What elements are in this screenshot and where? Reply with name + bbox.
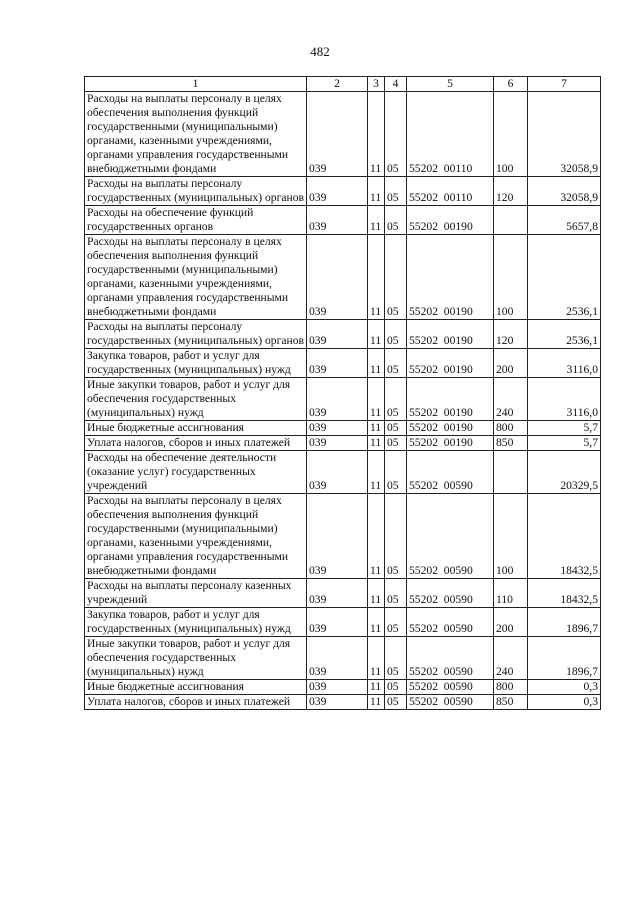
row-subsection: 05 xyxy=(385,378,407,421)
row-section: 11 xyxy=(368,608,385,637)
row-grbs-code: 039 xyxy=(307,680,368,695)
row-section: 11 xyxy=(368,421,385,436)
row-description: Иные бюджетные ассигнования xyxy=(85,421,307,436)
row-grbs-code: 039 xyxy=(307,608,368,637)
row-subsection: 05 xyxy=(385,494,407,579)
row-grbs-code: 039 xyxy=(307,92,368,177)
row-grbs-code: 039 xyxy=(307,378,368,421)
budget-table xyxy=(84,76,601,710)
row-description: Расходы на выплаты персоналу в целях обеспечения выполнения функций государственными (муниципальными) органами, казенными учреждениями, органами управления государственными внебюджетными фондами xyxy=(85,92,307,177)
row-expense-type: 240 xyxy=(494,637,528,680)
row-target-article: 55202 00590 xyxy=(407,451,494,494)
row-subsection: 05 xyxy=(385,421,407,436)
row-expense-type: 850 xyxy=(494,436,528,451)
header-cell: 1 xyxy=(85,77,307,92)
row-subsection: 05 xyxy=(385,451,407,494)
row-subsection: 05 xyxy=(385,320,407,349)
row-amount: 3116,0 xyxy=(528,378,601,421)
row-target-article: 55202 00190 xyxy=(407,206,494,235)
row-grbs-code: 039 xyxy=(307,206,368,235)
row-description: Расходы на выплаты персоналу в целях обеспечения выполнения функций государственными (муниципальными) органами, казенными учреждениями, органами управления государственными внебюджетными фондами xyxy=(85,494,307,579)
row-grbs-code: 039 xyxy=(307,320,368,349)
table-row xyxy=(85,494,601,579)
header-cell: 7 xyxy=(528,77,601,92)
row-subsection: 05 xyxy=(385,695,407,710)
table-row xyxy=(85,349,601,378)
row-grbs-code: 039 xyxy=(307,177,368,206)
row-description: Расходы на выплаты персоналу государственных (муниципальных) органов xyxy=(85,320,307,349)
row-section: 11 xyxy=(368,494,385,579)
row-expense-type xyxy=(494,451,528,494)
table-row xyxy=(85,421,601,436)
row-amount: 2536,1 xyxy=(528,235,601,320)
row-subsection: 05 xyxy=(385,680,407,695)
row-expense-type: 120 xyxy=(494,177,528,206)
row-amount: 5,7 xyxy=(528,436,601,451)
table-row xyxy=(85,235,601,320)
row-section: 11 xyxy=(368,92,385,177)
row-expense-type: 850 xyxy=(494,695,528,710)
row-subsection: 05 xyxy=(385,637,407,680)
row-description: Иные закупки товаров, работ и услуг для обеспечения государственных (муниципальных) нужд xyxy=(85,637,307,680)
table-row xyxy=(85,451,601,494)
row-description: Уплата налогов, сборов и иных платежей xyxy=(85,695,307,710)
row-expense-type xyxy=(494,206,528,235)
row-description: Расходы на выплаты персоналу казенных учреждений xyxy=(85,579,307,608)
row-grbs-code: 039 xyxy=(307,349,368,378)
row-grbs-code: 039 xyxy=(307,494,368,579)
row-subsection: 05 xyxy=(385,206,407,235)
row-section: 11 xyxy=(368,436,385,451)
row-description: Расходы на выплаты персоналу государственных (муниципальных) органов xyxy=(85,177,307,206)
table-row xyxy=(85,92,601,177)
row-amount: 1896,7 xyxy=(528,608,601,637)
row-expense-type: 800 xyxy=(494,421,528,436)
row-section: 11 xyxy=(368,206,385,235)
row-target-article: 55202 00190 xyxy=(407,320,494,349)
header-row xyxy=(85,77,601,92)
table-row xyxy=(85,579,601,608)
row-description: Уплата налогов, сборов и иных платежей xyxy=(85,436,307,451)
row-amount: 18432,5 xyxy=(528,494,601,579)
row-section: 11 xyxy=(368,349,385,378)
row-description: Расходы на обеспечение функций государственных органов xyxy=(85,206,307,235)
header-cell: 4 xyxy=(385,77,407,92)
table-row xyxy=(85,206,601,235)
row-amount: 1896,7 xyxy=(528,637,601,680)
row-grbs-code: 039 xyxy=(307,579,368,608)
row-expense-type: 200 xyxy=(494,349,528,378)
row-subsection: 05 xyxy=(385,436,407,451)
row-grbs-code: 039 xyxy=(307,421,368,436)
header-cell: 6 xyxy=(494,77,528,92)
row-expense-type: 120 xyxy=(494,320,528,349)
row-target-article: 55202 00110 xyxy=(407,92,494,177)
row-expense-type: 240 xyxy=(494,378,528,421)
row-target-article: 55202 00590 xyxy=(407,608,494,637)
row-target-article: 55202 00590 xyxy=(407,680,494,695)
table-row xyxy=(85,608,601,637)
row-description: Закупка товаров, работ и услуг для государственных (муниципальных) нужд xyxy=(85,349,307,378)
row-grbs-code: 039 xyxy=(307,451,368,494)
row-expense-type: 110 xyxy=(494,579,528,608)
row-section: 11 xyxy=(368,378,385,421)
row-section: 11 xyxy=(368,177,385,206)
row-subsection: 05 xyxy=(385,349,407,378)
row-target-article: 55202 00190 xyxy=(407,235,494,320)
row-description: Расходы на обеспечение деятельности (оказание услуг) государственных учреждений xyxy=(85,451,307,494)
row-description: Расходы на выплаты персоналу в целях обеспечения выполнения функций государственными (муниципальными) органами, казенными учреждениями, органами управления государственными внебюджетными фондами xyxy=(85,235,307,320)
row-target-article: 55202 00590 xyxy=(407,637,494,680)
row-section: 11 xyxy=(368,680,385,695)
row-target-article: 55202 00190 xyxy=(407,436,494,451)
row-expense-type: 100 xyxy=(494,92,528,177)
table-row xyxy=(85,320,601,349)
row-subsection: 05 xyxy=(385,579,407,608)
row-amount: 5,7 xyxy=(528,421,601,436)
row-subsection: 05 xyxy=(385,177,407,206)
row-expense-type: 100 xyxy=(494,235,528,320)
row-grbs-code: 039 xyxy=(307,637,368,680)
row-target-article: 55202 00110 xyxy=(407,177,494,206)
table-row xyxy=(85,436,601,451)
row-description: Закупка товаров, работ и услуг для государственных (муниципальных) нужд xyxy=(85,608,307,637)
row-target-article: 55202 00190 xyxy=(407,421,494,436)
row-amount: 2536,1 xyxy=(528,320,601,349)
row-target-article: 55202 00590 xyxy=(407,579,494,608)
row-grbs-code: 039 xyxy=(307,436,368,451)
row-section: 11 xyxy=(368,695,385,710)
row-section: 11 xyxy=(368,320,385,349)
header-cell: 2 xyxy=(307,77,368,92)
row-subsection: 05 xyxy=(385,235,407,320)
page-number: 482 xyxy=(310,44,330,59)
row-amount: 20329,5 xyxy=(528,451,601,494)
header-cell: 5 xyxy=(407,77,494,92)
row-target-article: 55202 00190 xyxy=(407,349,494,378)
row-expense-type: 200 xyxy=(494,608,528,637)
row-amount: 32058,9 xyxy=(528,92,601,177)
row-description: Иные бюджетные ассигнования xyxy=(85,680,307,695)
row-grbs-code: 039 xyxy=(307,235,368,320)
table-row xyxy=(85,680,601,695)
row-section: 11 xyxy=(368,637,385,680)
table-row xyxy=(85,177,601,206)
row-target-article: 55202 00590 xyxy=(407,695,494,710)
row-amount: 0,3 xyxy=(528,695,601,710)
header-cell: 3 xyxy=(368,77,385,92)
row-description: Иные закупки товаров, работ и услуг для обеспечения государственных (муниципальных) нужд xyxy=(85,378,307,421)
row-section: 11 xyxy=(368,235,385,320)
row-subsection: 05 xyxy=(385,92,407,177)
row-section: 11 xyxy=(368,451,385,494)
row-grbs-code: 039 xyxy=(307,695,368,710)
row-subsection: 05 xyxy=(385,608,407,637)
row-target-article: 55202 00590 xyxy=(407,494,494,579)
row-section: 11 xyxy=(368,579,385,608)
table-row xyxy=(85,637,601,680)
table-row xyxy=(85,695,601,710)
row-amount: 3116,0 xyxy=(528,349,601,378)
row-target-article: 55202 00190 xyxy=(407,378,494,421)
table-row xyxy=(85,378,601,421)
row-amount: 18432,5 xyxy=(528,579,601,608)
row-amount: 32058,9 xyxy=(528,177,601,206)
row-expense-type: 100 xyxy=(494,494,528,579)
row-amount: 0,3 xyxy=(528,680,601,695)
row-expense-type: 800 xyxy=(494,680,528,695)
row-amount: 5657,8 xyxy=(528,206,601,235)
